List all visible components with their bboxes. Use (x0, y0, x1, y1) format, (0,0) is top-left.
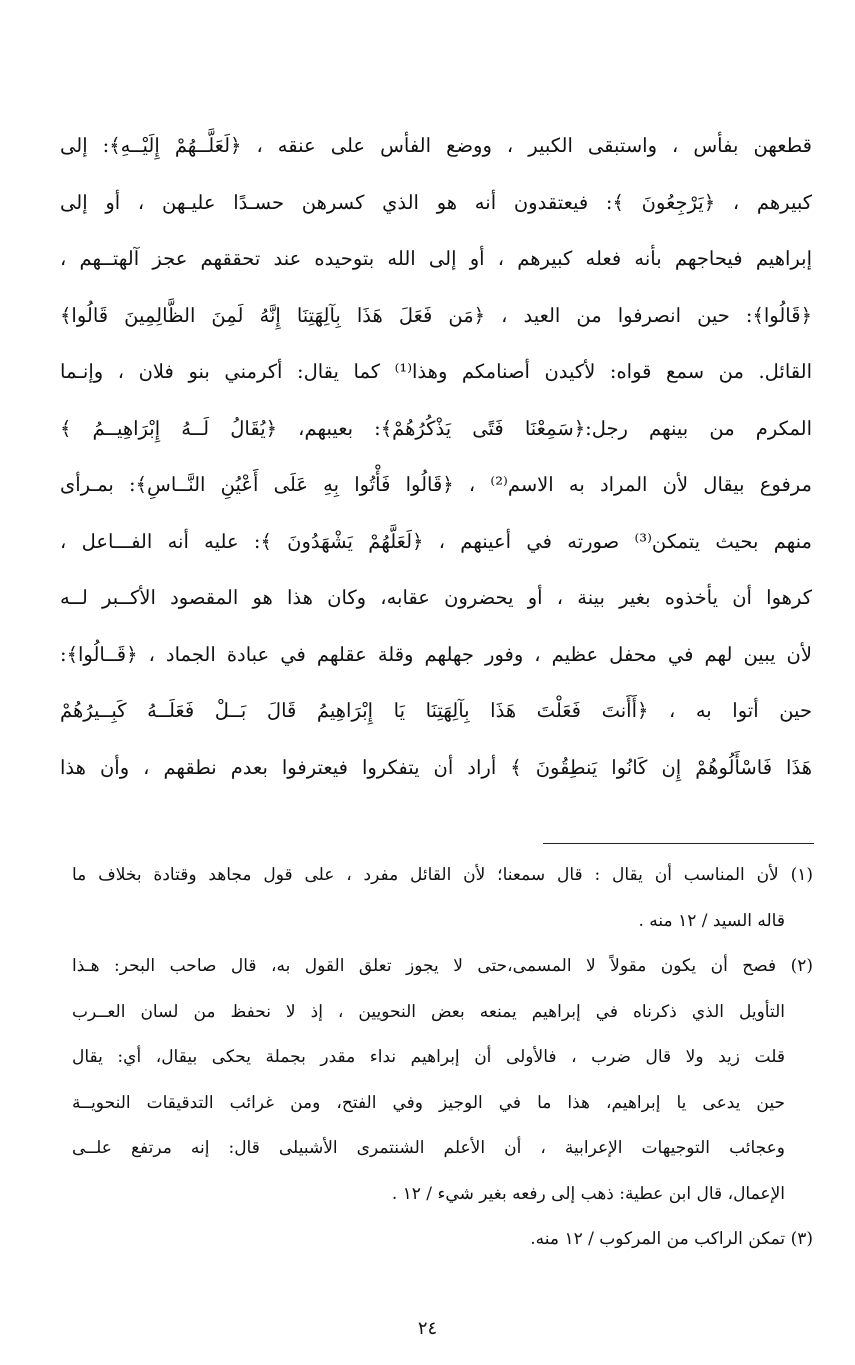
footnote-line: (٣) تمكن الراكب من المركوب / ١٢ منه. (530, 1229, 813, 1249)
body-line: إبراهيم فيحاجهم بأنه فعله كبيرهم ، أو إلى الله بتوحيده عند تحققهم عجز آلهتــهم ، (60, 247, 812, 270)
footnotes (72, 853, 813, 1263)
footnote-divider (543, 843, 814, 844)
body-line: منهم بحيث يتمكن⁽³⁾ صورته في أعينهم ، ﴿لَعَلَّهُمْ يَشْهَدُونَ ﴾: عليه أنه الفـــاعل ، (60, 529, 812, 553)
page-number: ٢٤ (417, 1318, 438, 1339)
footnote-line: الإعمال، قال ابن عطية: ذهب إلى رفعه بغير شيء / ١٢ . (391, 1183, 785, 1204)
body-line: قطعهن بفأس ، واستبقى الكبير ، ووضع الفأس على عنقه ، ﴿لَعَلَّــهُمْ إِلَيْــهِ﴾: إلى (60, 134, 812, 157)
footnote-line: (٢) فصح أن يكون مقولاً لا المسمى،حتى لا يجوز تعلق القول به، قال صاحب البحر: هـذا (72, 956, 813, 976)
footnote-line: وعجائب التوجيهات الإعرابية ، أن الأعلم الشنتمرى الأشبيلى قال: إنه مرتفع علــى (72, 1138, 785, 1158)
body-line: كبيرهم ، ﴿يَرْجِعُونَ ﴾: فيعتقدون أنه هو الذي كسرهن حسـدًا عليـهن ، أو إلى (60, 190, 812, 214)
body-line: لأن يبين لهم في محفل عظيم ، وفور جهلهم وقلة عقلهم في عبادة الجماد ، ﴿قَــالُوا﴾: (60, 642, 812, 666)
body-line: مرفوع بيقال لأن المراد به الاسم⁽²⁾ ، ﴿قَالُوا فَأْتُوا بِهِ عَلَى أَعْيُنِ النَّــاسِ﴾: بمـرأى (60, 473, 812, 496)
body-line: القائل. من سمع قواه: لأكيدن أصنامكم وهذا⁽¹⁾ كما يقال: أكرمني بنو فلان ، وإنـما (60, 360, 812, 383)
body-line: كرهوا أن يأخذوه بغير بينة ، أو يحضرون عقابه، وكان هذا هو المقصود الأكــبر لــه (60, 586, 812, 609)
footnote-line: (١) لأن المناسب أن يقال : قال سمعنا؛ لأن القائل مفرد ، على قول مجاهد وقتادة بخلاف ما (72, 865, 813, 885)
body-line: المكرم من بينهم رجل:﴿سَمِعْنَا فَتًى يَذْكُرُهُمْ﴾: بعيبهم، ﴿يُقَالُ لَــهُ إِبْرَاهِيــمُ ﴾ (60, 416, 812, 440)
body-line: حين أتوا به ، ﴿أَأَنتَ فَعَلْتَ هَذَا بِآلِهَتِنَا يَا إِبْرَاهِيمُ قَالَ بَــلْ فَعَلَــهُ كَبِــيرُهُمْ (60, 699, 812, 722)
body-line: ﴿قَالُوا﴾: حين انصرفوا من العيد ، ﴿مَن فَعَلَ هَذَا بِآلِهَتِنَا إِنَّهُ لَمِنَ الظَّالِمِينَ قَالُوا﴾ (60, 303, 812, 327)
footnote-line: حين يدعى يا إبراهيم، هذا ما في الوجيز وفي الفتح، ومن غرائب التدقيقات النحويــة (72, 1092, 785, 1113)
footnote-line: قاله السيد / ١٢ منه . (638, 910, 785, 931)
main-body-text (60, 118, 812, 796)
footnote-line: قلت زيد ولا قال ضرب ، فالأولى أن إبراهيم نداء مقدر بجملة يحكى بيقال، أي: يقال (72, 1047, 785, 1067)
body-line: هَذَا فَاسْأَلُوهُمْ إِن كَانُوا يَنطِقُونَ ﴾ أراد أن يتفكروا فيعترفوا بعدم نطقهم ، وأن هذا (60, 755, 812, 779)
footnote-line: التأويل الذي ذكرناه في إبراهيم يمنعه بعض النحويين ، إذ لا نحفظ من لسان العــرب (72, 1001, 785, 1022)
